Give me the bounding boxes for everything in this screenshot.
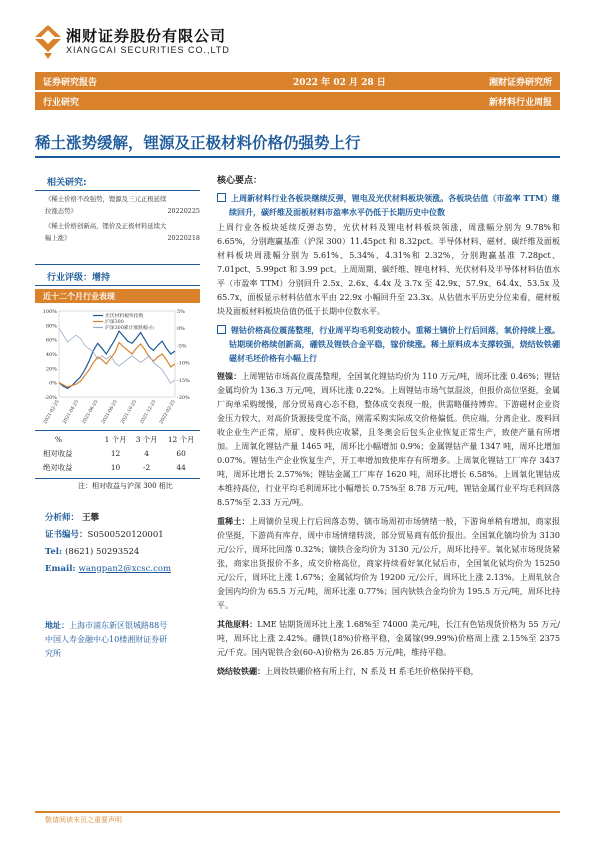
y-right-tick-label: -5% bbox=[177, 343, 187, 350]
chart-heading: 近十二个月行业表现 bbox=[43, 291, 115, 301]
y-right-tick-label: 0% bbox=[177, 326, 185, 333]
industry-performance-chart bbox=[35, 305, 200, 430]
y-left-tick-label: 80% bbox=[45, 323, 57, 330]
address-line: 上海市浦东新区银城路88号 bbox=[69, 621, 168, 630]
related-divider bbox=[35, 190, 200, 191]
company-name-en: XIANGCAI SECURITIES CO.,LTD bbox=[66, 45, 230, 55]
rating-divider-top bbox=[35, 264, 200, 265]
checkbox-bullet-icon bbox=[217, 325, 226, 334]
x-tick-label: 2021-12-25 bbox=[139, 399, 158, 425]
related-item[interactable]: 《稀土价格不改强势，锂源及三元正极延续 拉涨态势》 20220225 bbox=[45, 195, 200, 215]
x-tick-label: 2021-04-25 bbox=[62, 399, 81, 425]
title-divider bbox=[35, 156, 560, 158]
report-series: 新材料行业周报 bbox=[488, 98, 552, 108]
x-tick-label: 2021-06-25 bbox=[81, 399, 100, 425]
y-right-tick-label: -15% bbox=[177, 377, 190, 384]
related-list bbox=[45, 193, 200, 244]
report-type: 证券研究报告 bbox=[43, 78, 98, 88]
y-right-tick-label: -10% bbox=[177, 360, 190, 367]
footer-rule bbox=[35, 811, 560, 813]
paragraph: 其他原料：LME 钴期货周环比上涨 1.68%至 74000 美元/吨，长江有色钴现货价格为 55 万元/吨，周环比上涨 2.42%。硼铁(18%)价格平稳，金属镓(99.99%)价格周上涨 2.15%至 2375 元/千克。国内铌铁合金(60-A)价格为 26.85 万元/吨，维持平稳。 bbox=[217, 619, 560, 657]
legend-label: 光伏材料板块指数 bbox=[105, 314, 144, 319]
chart-legend bbox=[93, 312, 154, 331]
analyst-name: 王攀 bbox=[81, 513, 99, 523]
y-right-tick-label: -20% bbox=[177, 395, 190, 401]
tel-number: (8621) 50293524 bbox=[65, 547, 140, 557]
series-line bbox=[59, 331, 175, 388]
perf-divider-bottom bbox=[35, 478, 200, 479]
address-line: 究所 bbox=[45, 649, 61, 658]
page-title: 稀土涨势缓解，锂源及正极材料价格仍强势上行 bbox=[35, 134, 361, 152]
rating-divider-bottom bbox=[35, 285, 200, 286]
perf-divider-top bbox=[35, 430, 200, 431]
institute-name: 湘财证券研究所 bbox=[488, 78, 552, 88]
core-points-heading: 核心要点： bbox=[217, 176, 263, 186]
x-tick-label: 2022-02-25 bbox=[159, 399, 177, 425]
header-bar-bottom bbox=[35, 92, 560, 110]
footer-disclaimer[interactable]: 敬请阅读末页之重要声明 bbox=[45, 816, 122, 824]
cert-number: S0500520120001 bbox=[87, 530, 164, 540]
y-right-tick-label: 5% bbox=[177, 309, 185, 315]
chart-heading-bar bbox=[35, 289, 200, 303]
header-bar-top bbox=[35, 72, 560, 90]
key-point-2: 锂钴价格高位震荡整理，行业周平均毛利变动较小。重稀土镝价上行后回落，氧价持续上涨。钴期现价格续创新高，硼铁及锂铁合金平稳，镓价续涨。稀土原料成本支撑较强，烧结钕铁硼磁材毛坯价格有小幅上行 bbox=[217, 323, 560, 365]
legend-label: 沪深300 bbox=[105, 320, 124, 325]
xiangcai-logo-icon bbox=[35, 25, 61, 59]
company-name-cn: 湘财证券股份有限公司 bbox=[66, 27, 227, 45]
industry-rating: 行业评级：增持 bbox=[47, 273, 111, 283]
address-line: 中国人寿金融中心10楼湘财证券研 bbox=[45, 635, 168, 644]
checkbox-bullet-icon bbox=[217, 193, 226, 202]
y-left-tick-label: 40% bbox=[45, 352, 57, 358]
address-label: 地址： bbox=[45, 620, 69, 630]
performance-table bbox=[35, 432, 200, 474]
y-left-tick-label: 100% bbox=[42, 309, 57, 315]
related-research-heading: 相关研究: bbox=[47, 178, 87, 188]
report-category: 行业研究 bbox=[43, 98, 80, 108]
y-left-tick-label: -20% bbox=[44, 395, 57, 401]
legend-label: 沪深300累计涨跌幅-右 bbox=[105, 326, 155, 331]
cert-label: 证书编号： bbox=[45, 530, 88, 540]
table-row: 相对收益 12 4 60 bbox=[43, 448, 186, 458]
x-tick-label: 2021-08-25 bbox=[101, 399, 119, 425]
table-row: 绝对收益 10 -2 44 bbox=[43, 462, 186, 472]
y-left-tick-label: 0% bbox=[49, 380, 57, 387]
analyst-block bbox=[45, 510, 171, 578]
report-date: 2022 年 02 月 28 日 bbox=[293, 78, 386, 88]
analyst-label: 分析师： bbox=[45, 513, 80, 523]
paragraph: 烧结钕铁硼：上周钕铁硼价格有所上行，N 系及 H 系毛坯价格保持平稳， bbox=[217, 666, 479, 676]
main-content bbox=[217, 191, 560, 679]
x-tick-label: 2021-02-25 bbox=[43, 399, 61, 425]
key-point-1: 上周新材料行业各板块继续反弹，锂电及光伏材料板块领涨。各板块估值（市盈率 TTM）继续回升，碳纤维及面板材料市盈率水平仍低于长期历史中位数 bbox=[217, 191, 560, 219]
chart-series bbox=[59, 328, 175, 388]
paragraph: 锂镍：上周锂钴市场高位震荡整理，全国氧化锂钴均价为 110 万元/吨，周环比涨 0.46%；锂钴金属均价为 136.3 万元/吨，周环比涨 0.22%。上周锂钴市场气氛混淡，但报价高位坚挺，金属厂询单采购缓慢，部分贸易商心态不稳，整体成交表现一般，供需略僵持博弈。下游磁材企业资金压力较大，对高价货源接受度不高，刚需采购实际成交价格偏低。供应端，分离企业、废料回收企业生产正常，原矿、废料供应收紧，且冬奥会后包头企业恢复正常生产，致使产量有所增加。上周氧化锂钴产量 1465 吨，周环比小幅增加 0.9%；金属锂钴产量 1347 吨，周环比增加 0.07%。锂钴生产企业恢复生产，开工率增加致使库存有所增多。上周氧化锂钴工厂库存 3437 吨，周环比增长 2.57%%；锂钴金属工厂库存 1620 吨，周环比增长 6.58%。上周氧化锂钴成本维持高位，行业平均毛利周环比小幅增长 0.75%至 8.78 万元/吨，锂钴金属行业平均毛利回落 8.57%至 2.33 万元/吨。 bbox=[217, 371, 560, 507]
email-label: Email: bbox=[45, 564, 76, 574]
address-block bbox=[45, 618, 205, 661]
y-left-tick-label: 20% bbox=[45, 366, 57, 373]
y-left-tick-label: 60% bbox=[45, 337, 57, 344]
table-header-row: % 1 个月 3 个月 12 个月 bbox=[55, 434, 195, 444]
email-link[interactable]: wangpan2@xcsc.com bbox=[78, 564, 172, 574]
perf-note: 注：相对收益与沪深 300 相比 bbox=[78, 482, 173, 490]
tel-label: Tel: bbox=[45, 547, 63, 557]
x-tick-label: 2021-10-25 bbox=[120, 399, 139, 425]
paragraph: 重稀土：上周镝价呈现上行后回落态势，镝市场周初市场情绪一般，下游询单稍有增加，商家报价坚挺，下游尚有库存，周中市场情绪转淡，部分贸易商有低价报出。全国氧化镝均价为 3130 元/公斤，周环比回落 0.32%；镝铁合金均价为 3130 元/公斤，周环比持平。氧化铽市场现货紧张，商家出货报价不多，成交价格高位，商家持续看好氧化铽后市，全国氧化铽均价为 15250 元/公斤，周环比上涨 1.67%；金属铽均价为 19200 元/公斤，周环比上涨 2.13%。上周轧钬合金国内均价为 65.5 万元/吨，周环比涨 0.77%；国内钬铁合金均价为 195.5 万元/吨，周环比持平。 bbox=[217, 516, 561, 610]
related-item[interactable]: 《稀土价格创新高，锂价及正极材料延续大 幅上涨》 20220218 bbox=[45, 222, 200, 242]
paragraph: 上周行业各板块延续反弹态势，光伏材料及锂电材料板块领涨，周涨幅分别为 9.78%和 6.65%，分别跑赢基准（沪深 300）11.45pct 和 8.32pct。半导体材料、磁材、碳纤维及面板材料板块周涨幅分别为 5.61%、5.34%、4.31%和 2.32%，分别跑赢基准 7.28pct、7.01pct、5.99pct 和 3.99 pct。上周周期、碳纤维、锂电材料、光伏材料及半导体材料估值水平（市盈率 TTM）分别回升 2.5x、2.6x、4.4x 及 3.7x 至 42.9x、57.9x、64.4x、53.5x 及 65.7x，面板显示材料估值水平由 22.9x 小幅回升至 23.3x。从估值水平历史分位来看，磁材板块及面板材料板块估值仍低于长期中位数水平。 bbox=[217, 223, 560, 316]
